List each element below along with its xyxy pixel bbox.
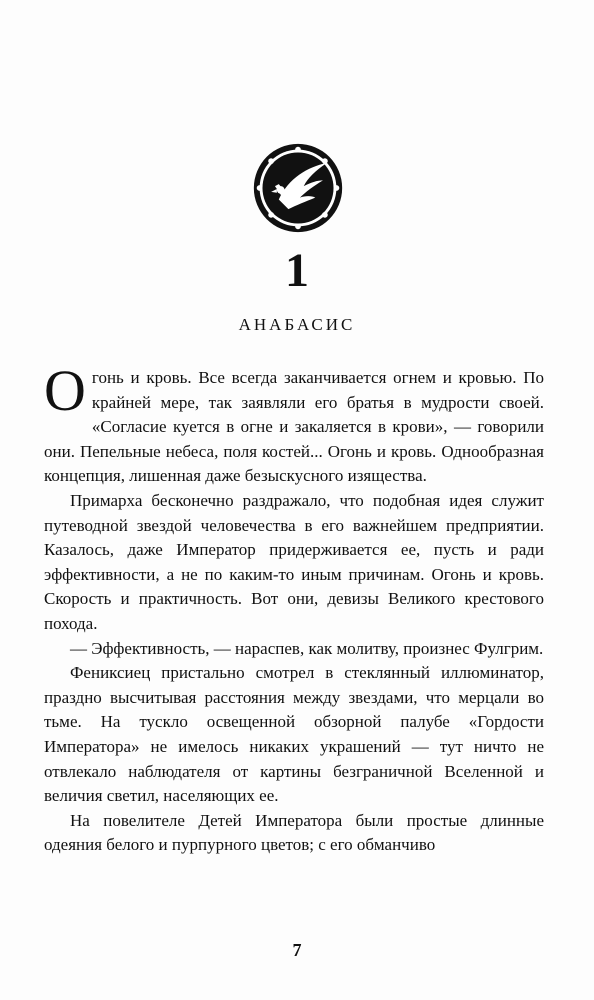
chapter-title: АНАБАСИС (238, 315, 356, 334)
drop-cap: О (44, 358, 86, 423)
paragraph: На повелителе Детей Императора были простые длинные одеяния белого и пурпурного цветов; с его обманчиво (44, 810, 544, 855)
paragraph: — Эффективность, — нараспев, как молитву, произнес Фулгрим. (70, 638, 544, 658)
paragraph: Фениксиец пристально смотрел в стеклянный иллюминатор, праздно высчитывая расстояния между звездами, что мерцали во тьме. На тускло освещенной обзорной палубе «Гордости Императора» не имелось никаких украшений — тут ничто не отвлекало наблюдателя от картины безграничной Вселенной и величия светил, населяющих ее. (44, 663, 544, 806)
body-text (44, 358, 544, 858)
winged-eagle-emblem-icon (250, 140, 346, 236)
chapter-number: 1 (285, 244, 309, 297)
paragraph: Примарха бесконечно раздражало, что подобная идея служит путеводной звездой человечества в его важнейшем предприятии. Казалось, даже Император придерживается ее, пусть и ради эффективности, а не по каким-то иным причинам. Огонь и кровь. Скорость и практичность. Вот они, девизы Великого крестового похода. (44, 490, 544, 633)
paragraph (44, 358, 544, 489)
paragraph-text: гонь и кровь. Все всегда заканчивается огнем и кровью. По крайней мере, так заявляли его братья в мудрости своей. «Согласие куется в огне и закаляется в крови», — говорили они. Пепельные небеса, поля костей... Огонь и кровь. Однообразная концепция, лишенная даже безыскусного изящества. (44, 368, 544, 486)
page-number: 7 (292, 940, 302, 960)
